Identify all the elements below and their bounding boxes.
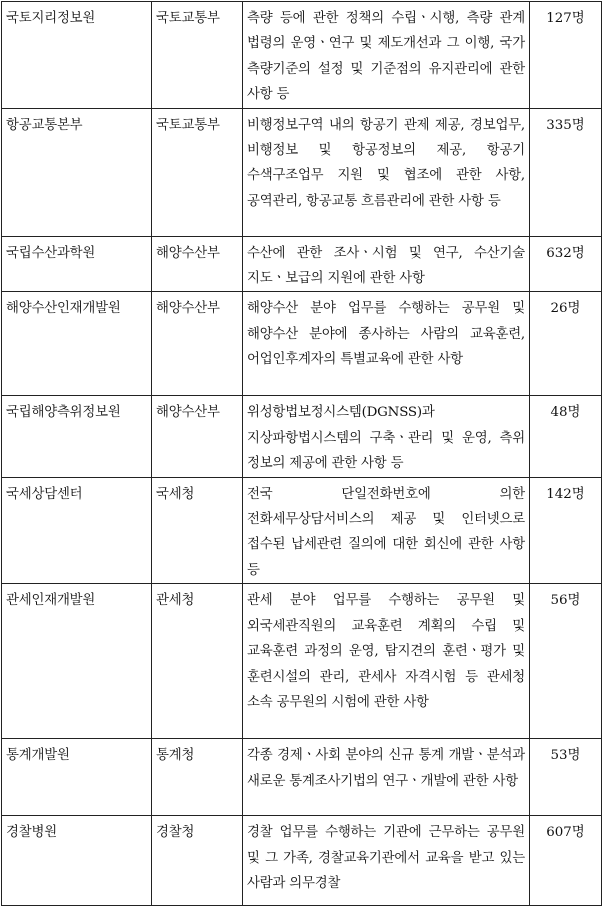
ministry-name: 해양수산부: [152, 292, 243, 396]
staff-count: 26명: [530, 292, 602, 396]
table-row: [2, 477, 602, 584]
ministry-name: 통계청: [152, 739, 243, 816]
staff-count: 142명: [530, 477, 602, 584]
org-name: 경찰병원: [2, 816, 152, 906]
org-name: 국세상담센터: [2, 477, 152, 584]
table-row: [2, 739, 602, 816]
staff-count: 48명: [530, 396, 602, 477]
staff-count: 53명: [530, 739, 602, 816]
table-row: [2, 816, 602, 906]
duty-description: 관세 분야 업무를 수행하는 공무원 및 외국세관직원의 교육훈련 계획의 수립 및 교육훈련 과정의 운영, 탐지견의 훈련ㆍ평가 및 훈련시설의 관리, 관세사 자격시험 등 관세청 소속 공무원의 시험에 관한 사항: [243, 584, 530, 739]
ministry-name: 국토교통부: [152, 108, 243, 236]
org-name: 항공교통본부: [2, 108, 152, 236]
ministry-name: 국세청: [152, 477, 243, 584]
org-name: 국립해양측위정보원: [2, 396, 152, 477]
duty-description: 경찰 업무를 수행하는 기관에 근무하는 공무원 및 그 가족, 경찰교육기관에서 교육을 받고 있는 사람과 의무경찰: [243, 816, 530, 906]
staff-count: 56명: [530, 584, 602, 739]
org-name: 국립수산과학원: [2, 236, 152, 292]
staff-count: 632명: [530, 236, 602, 292]
organization-table: [1, 1, 602, 906]
duty-description: 해양수산 분야 업무를 수행하는 공무원 및 해양수산 분야에 종사하는 사람의 교육훈련, 어업인후계자의 특별교육에 관한 사항: [243, 292, 530, 396]
duty-description: 위성항법보정시스템(DGNSS)과 지상파항법시스템의 구축ㆍ관리 및 운영, 측위 정보의 제공에 관한 사항 등: [243, 396, 530, 477]
duty-description: 전국 단일전화번호에 의한 전화세무상담서비스의 제공 및 인터넷으로 접수된 납세관련 질의에 대한 회신에 관한 사항 등: [243, 477, 530, 584]
duty-description: 측량 등에 관한 정책의 수립ㆍ시행, 측량 관계 법령의 운영ㆍ연구 및 제도개선과 그 이행, 국가 측량기준의 설정 및 기준점의 유지관리에 관한 사항 등: [243, 2, 530, 109]
ministry-name: 해양수산부: [152, 396, 243, 477]
duty-description: 각종 경제ㆍ사회 분야의 신규 통계 개발ㆍ분석과 새로운 통계조사기법의 연구ㆍ개발에 관한 사항: [243, 739, 530, 816]
table-row: [2, 236, 602, 292]
ministry-name: 경찰청: [152, 816, 243, 906]
staff-count: 127명: [530, 2, 602, 109]
table-row: [2, 292, 602, 396]
staff-count: 335명: [530, 108, 602, 236]
org-name: 국토지리정보원: [2, 2, 152, 109]
table-row: [2, 396, 602, 477]
table-row: [2, 584, 602, 739]
org-name: 해양수산인재개발원: [2, 292, 152, 396]
staff-count: 607명: [530, 816, 602, 906]
org-name: 관세인재개발원: [2, 584, 152, 739]
org-name: 통계개발원: [2, 739, 152, 816]
duty-description: 수산에 관한 조사ㆍ시험 및 연구, 수산기술 지도ㆍ보급의 지원에 관한 사항: [243, 236, 530, 292]
table-row: [2, 2, 602, 109]
table-row: [2, 108, 602, 236]
ministry-name: 관세청: [152, 584, 243, 739]
ministry-name: 해양수산부: [152, 236, 243, 292]
ministry-name: 국토교통부: [152, 2, 243, 109]
duty-description: 비행정보구역 내의 항공기 관제 제공, 경보업무, 비행정보 및 항공정보의 제공, 항공기 수색구조업무 지원 및 협조에 관한 사항, 공역관리, 항공교통 흐름관리에 관한 사항 등: [243, 108, 530, 236]
